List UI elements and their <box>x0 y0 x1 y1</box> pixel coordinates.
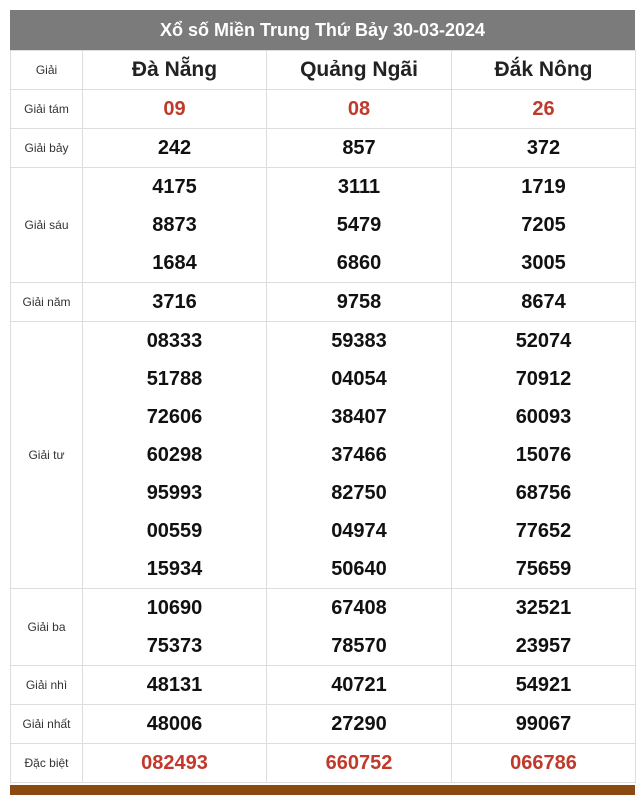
winning-number: 99067 <box>515 713 572 735</box>
winning-number: 660752 <box>325 752 393 774</box>
winning-number: 1719 <box>521 176 566 198</box>
prize-label: Giải nhất <box>11 705 83 744</box>
prize-label: Giải tám <box>11 90 83 129</box>
winning-number: 82750 <box>331 482 387 504</box>
prize-row <box>11 283 636 322</box>
winning-number: 37466 <box>331 444 387 466</box>
prize-cell <box>83 705 267 744</box>
winning-number: 15934 <box>146 558 203 580</box>
winning-number: 3111 <box>337 176 381 198</box>
results-title: Xổ số Miền Trung Thứ Bảy 30-03-2024 <box>10 10 635 50</box>
winning-number: 67408 <box>331 597 387 619</box>
prize-row <box>11 666 636 705</box>
prize-cell <box>452 589 636 666</box>
prize-label: Giải sáu <box>11 168 83 283</box>
winning-number: 04054 <box>331 368 387 390</box>
prize-cell <box>452 666 636 705</box>
prize-label: Giải bảy <box>11 129 83 168</box>
winning-number: 00559 <box>146 520 203 542</box>
prize-row <box>11 129 636 168</box>
prize-cell <box>452 322 636 589</box>
winning-number: 6860 <box>336 252 382 274</box>
winning-number: 70912 <box>515 368 572 390</box>
prize-row <box>11 589 636 666</box>
winning-number: 066786 <box>510 752 577 774</box>
prize-cell <box>267 90 452 129</box>
winning-number: 9758 <box>336 291 382 313</box>
winning-number: 3716 <box>152 291 197 313</box>
table-header-row <box>11 51 636 90</box>
winning-number: 48006 <box>146 713 203 735</box>
winning-number: 23957 <box>515 635 572 657</box>
prize-label: Giải tư <box>11 322 83 589</box>
prize-label: Đặc biệt <box>11 744 83 783</box>
prize-cell <box>267 322 452 589</box>
winning-number: 51788 <box>146 368 203 390</box>
winning-number: 857 <box>342 137 376 159</box>
prize-label: Giải nhì <box>11 666 83 705</box>
prize-row <box>11 744 636 783</box>
prize-cell <box>452 168 636 283</box>
winning-number: 48131 <box>146 674 203 696</box>
prize-cell <box>452 283 636 322</box>
prize-cell <box>452 90 636 129</box>
winning-number: 3005 <box>521 252 566 274</box>
winning-number: 15076 <box>515 444 572 466</box>
winning-number: 75373 <box>146 635 203 657</box>
winning-number: 54921 <box>515 674 572 696</box>
prize-cell <box>267 168 452 283</box>
winning-number: 40721 <box>331 674 387 696</box>
winning-number: 60298 <box>146 444 203 466</box>
winning-number: 08 <box>347 98 371 120</box>
winning-number: 08333 <box>146 330 203 352</box>
winning-number: 1684 <box>152 252 197 274</box>
winning-number: 59383 <box>331 330 387 352</box>
prize-cell <box>83 322 267 589</box>
winning-number: 32521 <box>515 597 572 619</box>
prize-cell <box>267 129 452 168</box>
province-header-dak-nong[interactable]: Đắk Nông <box>452 51 636 90</box>
winning-number: 50640 <box>331 558 387 580</box>
prize-label: Giải ba <box>11 589 83 666</box>
lottery-results <box>10 10 635 783</box>
prize-column-header: Giải <box>11 51 83 90</box>
prize-cell <box>83 129 267 168</box>
winning-number: 78570 <box>331 635 387 657</box>
prize-cell <box>83 589 267 666</box>
prize-row <box>11 322 636 589</box>
winning-number: 68756 <box>515 482 572 504</box>
winning-number: 75659 <box>515 558 572 580</box>
winning-number: 082493 <box>141 752 208 774</box>
winning-number: 60093 <box>515 406 572 428</box>
winning-number: 7205 <box>521 214 566 236</box>
winning-number: 372 <box>526 137 561 159</box>
prize-row <box>11 168 636 283</box>
prize-cell <box>267 705 452 744</box>
winning-number: 72606 <box>146 406 203 428</box>
province-header-quang-ngai[interactable]: Quảng Ngãi <box>267 51 452 90</box>
prize-cell <box>83 168 267 283</box>
prize-cell <box>83 666 267 705</box>
winning-number: 09 <box>163 98 186 120</box>
prize-label: Giải năm <box>11 283 83 322</box>
winning-number: 52074 <box>515 330 572 352</box>
winning-number: 242 <box>157 137 192 159</box>
winning-number: 8873 <box>152 214 197 236</box>
footer-bar <box>10 785 635 795</box>
prize-cell <box>452 705 636 744</box>
winning-number: 5479 <box>336 214 382 236</box>
results-table <box>10 50 636 783</box>
winning-number: 27290 <box>331 713 387 735</box>
winning-number: 04974 <box>331 520 387 542</box>
prize-cell <box>83 90 267 129</box>
winning-number: 10690 <box>146 597 203 619</box>
winning-number: 38407 <box>331 406 387 428</box>
prize-row <box>11 90 636 129</box>
prize-cell <box>267 666 452 705</box>
prize-row <box>11 705 636 744</box>
winning-number: 95993 <box>146 482 203 504</box>
province-header-da-nang[interactable]: Đà Nẵng <box>83 51 267 90</box>
prize-cell <box>452 129 636 168</box>
prize-cell <box>83 744 267 783</box>
winning-number: 26 <box>532 98 555 120</box>
prize-cell <box>267 283 452 322</box>
winning-number: 8674 <box>521 291 566 313</box>
prize-cell <box>83 283 267 322</box>
prize-cell <box>267 744 452 783</box>
prize-cell <box>452 744 636 783</box>
winning-number: 4175 <box>152 176 197 198</box>
winning-number: 77652 <box>515 520 572 542</box>
prize-cell <box>267 589 452 666</box>
